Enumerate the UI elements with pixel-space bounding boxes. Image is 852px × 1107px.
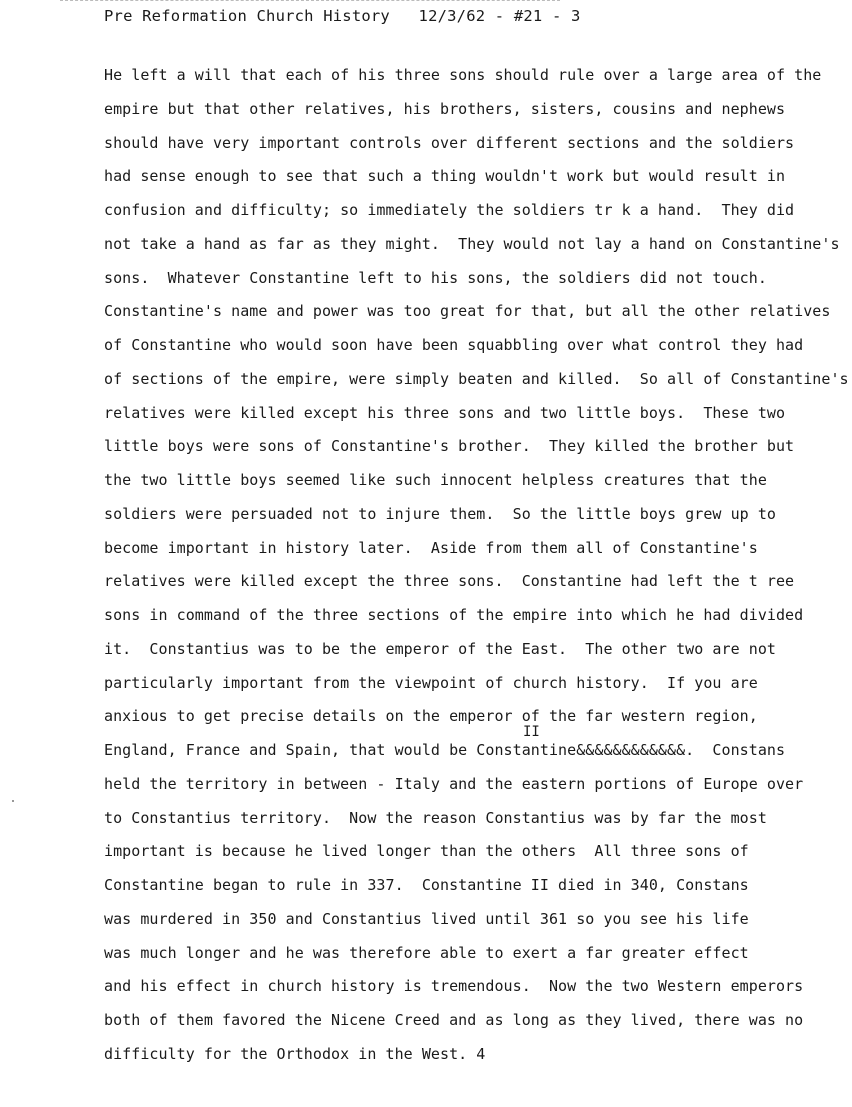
text-line: Constantine's name and power was too great for that, but all the other relatives [104, 302, 831, 321]
text-line: had sense enough to see that such a thing wouldn't work but would result in [104, 167, 786, 186]
text-line: should have very important controls over different sections and the soldiers [104, 133, 795, 152]
text-line: particularly important from the viewpoint of church history. If you are [104, 673, 758, 692]
text-line: empire but that other relatives, his brothers, sisters, cousins and nephews [104, 99, 786, 118]
text-line: of sections of the empire, were simply beaten and killed. So all of Constantine's [104, 369, 849, 388]
text-line: difficulty for the Orthodox in the West. 4 [104, 1044, 486, 1063]
text-line: soldiers were persuaded not to injure them. So the little boys grew up to [104, 504, 776, 523]
text-line: little boys were sons of Constantine's brother. They killed the brother but [104, 437, 795, 456]
text-line: not take a hand as far as they might. They would not lay a hand on Constantine's [104, 234, 840, 253]
text-line: confusion and difficulty; so immediately the soldiers tr k a hand. They did [104, 201, 795, 219]
text-line: sons. Whatever Constantine left to his sons, the soldiers did not touch. [104, 268, 767, 287]
text-line: sons in command of the three sections of the empire into which he had divided [104, 606, 804, 624]
top-rule [60, 0, 560, 1]
body-text [104, 64, 849, 1077]
text-line: Constantine began to rule in 337. Constantine II died in 340, Constans [104, 876, 749, 894]
margin-mark [12, 800, 14, 802]
text-line: relatives were killed except his three sons and two little boys. These two [104, 403, 786, 422]
text-line: and his effect in church history is tremendous. Now the two Western emperors [104, 977, 804, 996]
text-line: held the territory in between - Italy and the eastern portions of Europe over [104, 774, 804, 793]
text-line: it. Constantius was to be the emperor of the East. The other two are not [104, 639, 776, 658]
text-line: important is because he lived longer than the others All three sons of [104, 842, 749, 861]
text-line: the two little boys seemed like such innocent helpless creatures that the [104, 471, 767, 489]
typed-insertion-superscript: II [523, 724, 540, 740]
text-line: of Constantine who would soon have been squabbling over what control they had [104, 336, 804, 354]
text-line: He left a will that each of his three sons should rule over a large area of the [104, 66, 822, 84]
text-line: become important in history later. Aside from them all of Constantine's [104, 538, 758, 557]
text-line: anxious to get precise details on the emperor of the far western region, [104, 707, 758, 726]
text-line: was murdered in 350 and Constantius lived until 361 so you see his life [104, 909, 749, 928]
text-line: England, France and Spain, that would be Constantine&&&&&&&&&&&&. Constans [104, 741, 786, 759]
page-header: Pre Reformation Church History 12/3/62 - #21 - 3 [104, 7, 581, 25]
text-line: to Constantius territory. Now the reason Constantius was by far the most [104, 808, 767, 827]
text-line: was much longer and he was therefore able to exert a far greater effect [104, 943, 749, 962]
text-line: relatives were killed except the three sons. Constantine had left the t ree [104, 572, 795, 591]
text-line: both of them favored the Nicene Creed and as long as they lived, there was no [104, 1011, 804, 1029]
